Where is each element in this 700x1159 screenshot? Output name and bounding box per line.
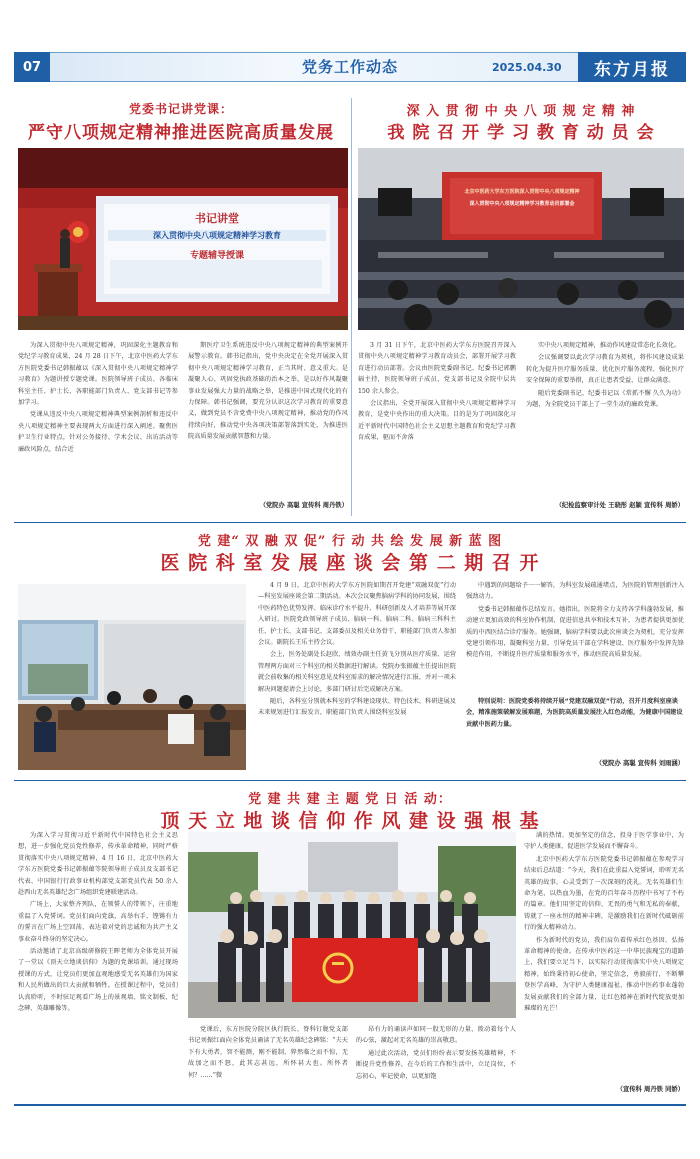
article4-col3 bbox=[356, 1024, 516, 1096]
paragraph: 中遇到的问题给予一一解答，为科室发展疏通堵点，为医院的管理创新注入强劲动力。 bbox=[466, 582, 684, 601]
paragraph: 会议强调要以此次学习教育为契机，将作风建设成果转化为提升医疗服务质量、优化医疗服务流程、强化医疗安全保障的重要举措，真正让患者受益、让群众满意。 bbox=[526, 354, 684, 385]
article3-col2 bbox=[466, 580, 684, 692]
paragraph: 会上，医务处副处长赵欣、绩效办副主任黄飞分别从医疗质量、运营管理两方面对三个科室的相关数据进行解读。党院办张振蕴主任提出医院就会前收集的相关科室意见及科室需求的解决情况进行汇报，并对一项未解决问题提请会上讨论，多部门研讨后完成解决方案。 bbox=[258, 651, 456, 693]
paragraph: 满的热情、更加坚定的信念，投身于医学事业中，为守护人类健康、促进医学发展而不懈奋斗。 bbox=[524, 832, 684, 851]
article2-photo bbox=[358, 148, 684, 330]
screen-line1: 北京中医药大学东方医院深入贯彻中央八项规定精神 bbox=[464, 189, 580, 195]
paper-name: 东方月报 bbox=[578, 52, 686, 82]
screen-line2: 深入贯彻中央八项规定精神学习教育动员部署会 bbox=[469, 201, 575, 207]
paragraph: 为深入贯彻中央八项规定精神，巩固深化主题教育和党纪学习教育成果，24 月 28 日下午，北京中医药大学东方医院党委书记韩振蕴以《深入贯彻中央八项规定精神学习教育》为题讲授专题党课。医院领导班子成员、各临床科室主任、护士长、各职能部门负责人、党支部书记等参加学习。 bbox=[18, 342, 178, 407]
article4-col2 bbox=[188, 1024, 348, 1096]
page-number: 07 bbox=[14, 52, 50, 82]
paragraph: 实中央八项规定精神，推动作风建设常态化长效化。 bbox=[538, 342, 681, 349]
article1 bbox=[14, 98, 348, 518]
conference-room-image bbox=[18, 584, 246, 770]
article3-note: 特别说明：医院党委将持续开展“党建双融双促”行动，召开月度科室座谈会，精准施策破解发展难题，为医院高质量发展注入红色动能，为健康中国建设贡献中医药力量。 bbox=[466, 698, 683, 728]
section-divider bbox=[14, 522, 686, 523]
meeting-room-image bbox=[358, 148, 684, 330]
article3-kicker: 党 建“ 双 融 双 促” 行 动 共 绘 发 展 新 蓝 图 bbox=[197, 534, 503, 549]
paragraph: 为深入学习贯彻习近平新时代中国特色社会主义思想，进一步强化党员党性修养，传承革命精神，同时严格贯彻落实中央八项规定精神，4 月 16 日，北京中医药大学东方医院党委书记韩振蕴等院领导班子成员及支部书记代表、中国银行行政事业机构部党支部党员代表 50 余人赴西山无名英雄纪念广场组织党建联建活动。 bbox=[18, 832, 178, 897]
issue-date: 2025.04.30 bbox=[492, 61, 562, 74]
article3 bbox=[14, 528, 686, 774]
article1-col1 bbox=[18, 340, 178, 508]
article2-headline: 我 院 召 开 学 习 教 育 动 员 会 bbox=[387, 123, 655, 143]
paragraph: 随后，各科室分别就本科室的学科建设现状、特色技术、科研进展及未来规划进行汇报发言，职能部门负责人围绕科室发展 bbox=[258, 698, 456, 717]
article2-kicker: 深 入 贯 彻 中 央 八 项 规 定 精 神 bbox=[406, 104, 636, 119]
screen-line2: 专题辅导授课 bbox=[189, 251, 244, 261]
article2-col2 bbox=[526, 340, 684, 490]
paragraph: 党委书记韩振蕴作总结发言。她指出，医院将全力支持各学科蓬勃发展，推动建立更加高效的科室协作机制，促进信息共享和技术互补，为患者提供更加优质的中西医结合诊疗服务。她强调，脑病学科要以此次座谈会为契机，充分发挥党建引领作用，凝聚科室力量，引导党员干部在学科建设、医疗服务中发挥先锋模范作用，不断提升医疗质量和服务水平，推动医院高质量发展。 bbox=[466, 605, 684, 659]
paragraph: 党课从违反中央八项规定精神典型案例剖析和违反中央八项规定精神主要表现两大方面进行深入阐述。聚焦医护卫生行业特点，针对公务接待、学术会议、出访活动等廉政风险点，结合近 bbox=[18, 411, 178, 453]
article2-col1 bbox=[358, 340, 516, 510]
article1-kicker: 党委书记讲党课： bbox=[128, 102, 233, 116]
page-bottom-rule bbox=[14, 1104, 686, 1106]
article4-kicker: 党 建 共 建 主 题 党 日 活 动： bbox=[248, 792, 452, 807]
section-title: 党务工作动态 bbox=[301, 58, 398, 76]
article2-credit: （纪检监察审计处 王晓彤 赵颖 宣传科 周娇） bbox=[555, 502, 684, 509]
paragraph: 北京中医药大学东方医院党委书记韩振蕴在参观学习结束后总结道：“今天，我们在此重温入党誓词，聆听无名英雄的故事，心灵受到了一次深刻的洗礼。无名英雄们生命为笔，以热血为墨，在党的百年奋斗历程中书写了不朽的篇章。他们用坚定的信仰、无畏的勇气和无私的奉献，铸就了一座永恒的精神丰碑，是激励我们在新时代砥砺前行的强大精神动力。 bbox=[524, 855, 684, 932]
article3-col1 bbox=[258, 580, 456, 768]
paragraph: 活动邀请了北京高级研修院王晖老师为全体党员开展了一堂以《顶天立地谈信仰》为题的党课培训。通过现场授课的方式，让党员们更加直观地感受无名英雄们为国家和人民所做出的巨大贡献和牺牲。在授课过程中，党员们认真聆听，不时驻足观看广场上的景观墙、铭文制板、纪念碑、英雄雕像等。 bbox=[18, 948, 178, 1013]
paragraph: 广场上，大家整齐列队，在领誓人的带领下，庄重地重温了入党誓词。党员们面向党旗，高举右手，铿锵有力的誓言在广场上空回荡，表达着对党的忠诚和为共产主义事业奋斗终身的坚定决心。 bbox=[18, 901, 178, 943]
article4-photo bbox=[188, 832, 516, 1018]
paragraph: 3 月 31 日下午，北京中医药大学东方医院召开深入贯彻中央八项规定精神学习教育动员会，部署开展学习教育进行动员部署。会议由医院党委副书记、纪委书记郭鹏辐主持，医院领导班子成员、党支部书记及全院中层共 150 余人参会。 bbox=[358, 342, 516, 395]
article1-headline: 严守八项规定精神推进医院高质量发展 bbox=[28, 123, 334, 143]
paragraph: 会议指出，全党开展深入贯彻中央八项规定精神学习教育，是党中央作出的重大决策。目的是为了巩固深化习近平新时代中国特色社会主义思想主题教育和党纪学习教育成果，驱而不舍落 bbox=[358, 400, 516, 442]
article3-headline: 医 院 科 室 发 展 座 谈 会 第 二 期 召 开 bbox=[160, 552, 540, 574]
paragraph: 昂有力的诵读声如同一股无形的力量，拨动着每个人的心弦，激起对无名英雄的崇高敬意。 bbox=[356, 1026, 516, 1045]
article3-credit: （党院办 高聪 宣传科 刘雨涵） bbox=[595, 760, 684, 767]
paragraph: 党课后，东方医院分院区执行院长、脊科钉胧党支部书记刘振红面向全体党员诵读了无名英雄纪念碑铭：“夫天下有大勇者，智不能测，刚不能制，猝然临之而不惊，无故加之而不怒，此其志甚远，所怀甚大也。所怀者何？……”微 bbox=[188, 1026, 348, 1079]
page-header bbox=[0, 0, 700, 90]
section-divider bbox=[14, 780, 686, 781]
article1-photo bbox=[18, 148, 348, 330]
article1-col2 bbox=[188, 340, 348, 492]
article4-credit: （宣传科 周丹铁 同娇） bbox=[616, 1086, 684, 1093]
column-divider bbox=[351, 98, 352, 516]
article3-photo bbox=[18, 584, 246, 770]
article4-col1 bbox=[18, 830, 178, 1094]
paragraph: 通过此次活动，党员们纷纷表示要发扬英雄精神，不断提升党性修养，在今后的工作和生活中，立足岗位，不忘初心，牢记使命，以更加饱 bbox=[356, 1049, 516, 1080]
paragraph: 期医疗卫生系统违反中央八项规定精神的典型案例开展警示教育。韩书记指出，党中央决定在全党开展深入贯彻中央八项规定精神学习教育，正当其时、意义重大。是凝聚人心、巩固党执政基础的治本之举，是以好作风凝聚事业发展强大力量的战略之举，是推进中国式现代化的有力保障。韩书记强调，要充分认识这次学习教育的重要意义，做到党员不含党费中央八项规定精神，推动党的作风持续向好，推动党中央各项决策部署落到实处，为推进医院高质量发展贡献智慧和力量。 bbox=[188, 342, 348, 441]
paragraph: 作为新时代的党员，我们肩负着传承红色基因、弘扬革命精神的使命。在传承中医药这一中华民族瑰宝的道路上，我们要立足当下，以实际行动贯彻落实中央八项规定精神，始终秉持初心使命，坚定信念，勇毅前行，不断攀登医学高峰，为守护人类健康福祉、推动中医药事业蓬勃发展贡献我们的全部力量，让红色精神在新时代绽放更加璀璨的光芒！ bbox=[524, 936, 684, 1013]
screen-title: 书记讲堂 bbox=[195, 212, 239, 225]
paragraph: 随后党委副书记、纪委书记以《常抓不懈 久久为功》为题，为全院党员干部上了一堂生动的廉政党课。 bbox=[526, 389, 684, 409]
article4 bbox=[14, 786, 686, 1102]
article1-credit: （党院办 高聪 宣传科 周丹铁） bbox=[259, 502, 348, 509]
group-photo-image bbox=[188, 832, 516, 1018]
paragraph: 4 月 9 日，北京中医药大学东方医院如期召开党建“双融双促”行动—科室发展座谈会第二期活动。本次会议聚焦脑病学科的协同发展，围绕中医药特色优势发挥、临床诊疗水平提升、科研创新及人才培养等展开深入研讨。医院党政领导班子成员、脑病一科、脑病二科、脑病三科科主任、护士长、支部书记、支部委员及相关业务骨干、职能部门负责人参加会议。副院长王乐主持会议。 bbox=[258, 582, 456, 647]
article2 bbox=[356, 98, 686, 518]
article4-headline: 顶 天 立 地 谈 信 仰 作 风 建 设 强 根 基 bbox=[160, 810, 540, 832]
article4-col4 bbox=[524, 830, 684, 1082]
screen-line1: 深入贯彻中央八项规定精神学习教育 bbox=[108, 230, 326, 241]
